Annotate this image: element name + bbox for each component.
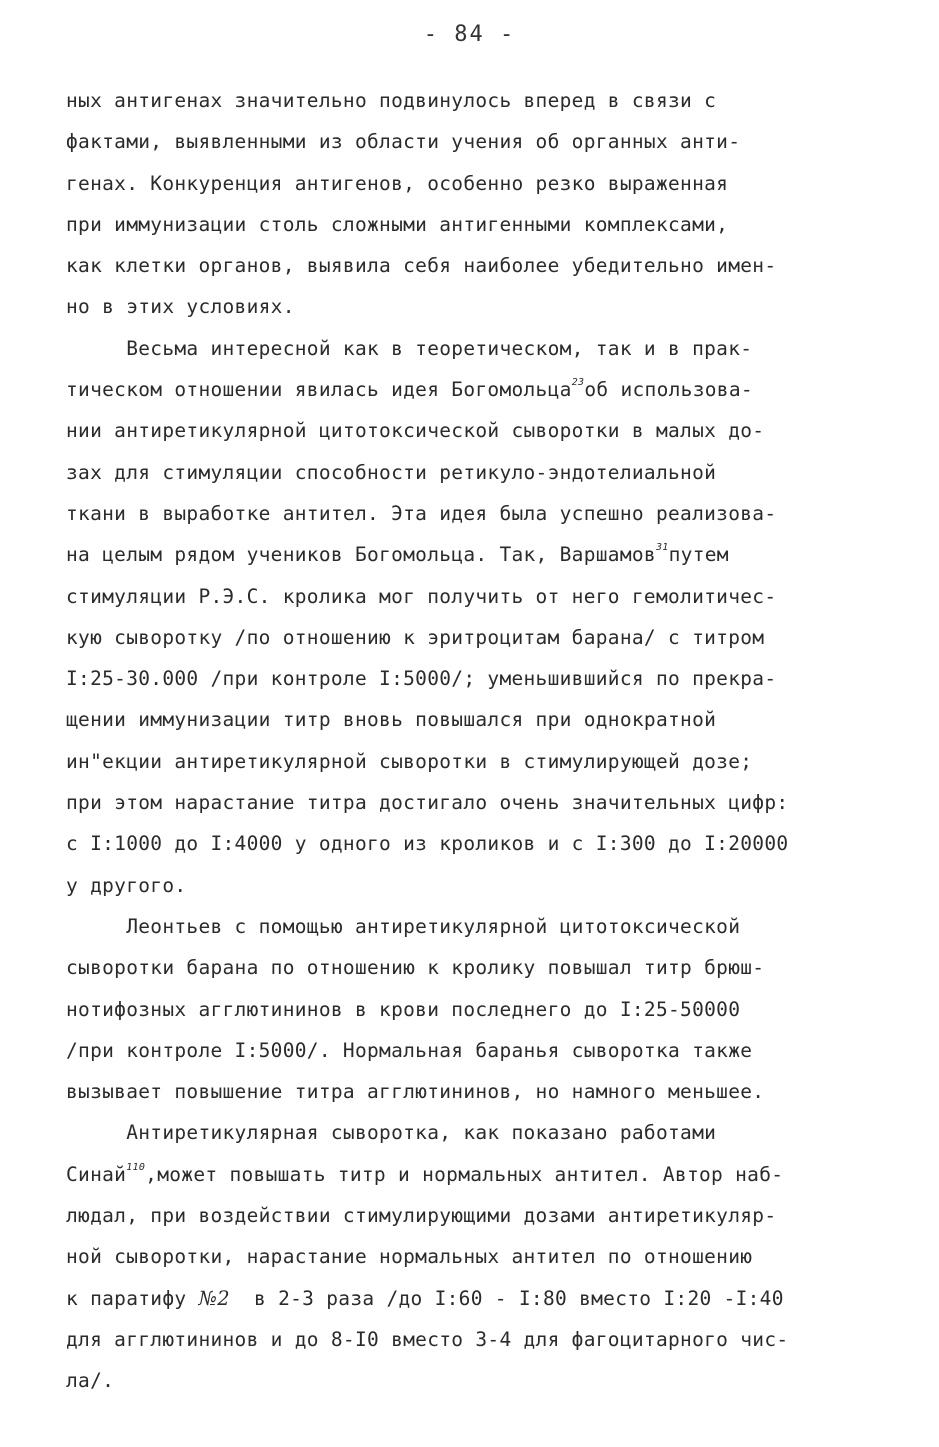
body-text bbox=[66, 80, 886, 1402]
text-line: сыворотки барана по отношению к кролику повышал титр брюш- bbox=[66, 956, 765, 980]
text-line: при этом нарастание титра достигало очень значительных цифр: bbox=[66, 791, 789, 815]
line-text: на целым рядом учеников Богомольца. Так, Варшамов bbox=[66, 543, 656, 567]
text-line: ных антигенах значительно подвинулось вперед в связи с bbox=[66, 89, 717, 112]
line-text: Синай bbox=[66, 1162, 127, 1186]
text-line: Антиретикулярная сыворотка, как показано работами bbox=[66, 1121, 717, 1145]
text-line: /при контроле I:5000/. Нормальная баранья сыворотка также bbox=[66, 1038, 753, 1062]
text-line: фактами, выявленными из области учения об органных анти- bbox=[66, 130, 741, 154]
text-line: зах для стимуляции способности ретикуло-эндотелиальной bbox=[66, 460, 717, 484]
line-text: ,может повышать титр и нормальных антител. Автор наб- bbox=[145, 1162, 784, 1186]
text-line: I:25-30.000 /при контроле I:5000/; уменьшившийся по прекра- bbox=[66, 667, 777, 691]
text-line bbox=[66, 369, 886, 410]
handwritten-number-symbol: №2 bbox=[198, 1286, 230, 1310]
text-line: но в этих условиях. bbox=[66, 295, 295, 319]
reference-number: 23 bbox=[571, 377, 585, 389]
page-number: - 84 - bbox=[423, 22, 516, 47]
text-line: у другого. bbox=[66, 873, 187, 897]
text-line bbox=[66, 1278, 886, 1319]
text-line: генах. Конкуренция антигенов, особенно резко выраженная bbox=[66, 171, 729, 195]
text-line: с I:1000 до I:4000 у одного из кроликов и с I:300 до I:20000 bbox=[66, 832, 789, 856]
line-text: в 2-3 раза /до I:60 - I:80 вместо I:20 -I:40 bbox=[229, 1286, 784, 1310]
text-line: ткани в выработке антител. Эта идея была успешно реализова- bbox=[66, 501, 777, 525]
text-line: нии антиретикулярной цитотоксической сыворотки в малых до- bbox=[66, 419, 765, 443]
text-line: Весьма интересной как в теоретическом, так и в прак- bbox=[66, 336, 753, 360]
text-line: людал, при воздействии стимулирующими дозами антиретикуляр- bbox=[66, 1204, 777, 1228]
text-line bbox=[66, 1154, 886, 1195]
line-text: об использова- bbox=[584, 378, 753, 402]
text-line: ной сыворотки, нарастание нормальных антител по отношению bbox=[66, 1245, 753, 1269]
text-line: кую сыворотку /по отношению к эритроцитам барана/ с титром bbox=[66, 625, 765, 649]
reference-number: 31 bbox=[655, 542, 669, 554]
text-line: вызывает повышение титра агглютининов, но намного меньшее. bbox=[66, 1080, 765, 1104]
text-line: при иммунизации столь сложными антигенными комплексами, bbox=[66, 212, 729, 236]
text-line: для агглютининов и до 8-I0 вместо 3-4 для фагоцитарного чис- bbox=[66, 1327, 789, 1351]
reference-number: 110 bbox=[126, 1161, 146, 1173]
text-line: стимуляции Р.Э.С. кролика мог получить от него гемолитичес- bbox=[66, 584, 777, 608]
line-text: к паратифу bbox=[66, 1286, 187, 1310]
line-text: тическом отношении явилась идея Богомольца bbox=[66, 378, 572, 402]
text-line bbox=[66, 534, 886, 575]
text-line: Леонтьев с помощью антиретикулярной цитотоксической bbox=[66, 914, 741, 938]
text-line: нотифозных агглютининов в крови последнего до I:25-50000 bbox=[66, 997, 741, 1021]
text-line: ин"екции антиретикулярной сыворотки в стимулирующей дозе; bbox=[66, 749, 753, 773]
text-line: щении иммунизации титр вновь повышался при однократной bbox=[66, 708, 717, 732]
text-line: как клетки органов, выявила себя наиболее убедительно имен- bbox=[66, 254, 777, 278]
text-line: ла/. bbox=[66, 1369, 115, 1393]
line-text: путем bbox=[668, 543, 729, 567]
